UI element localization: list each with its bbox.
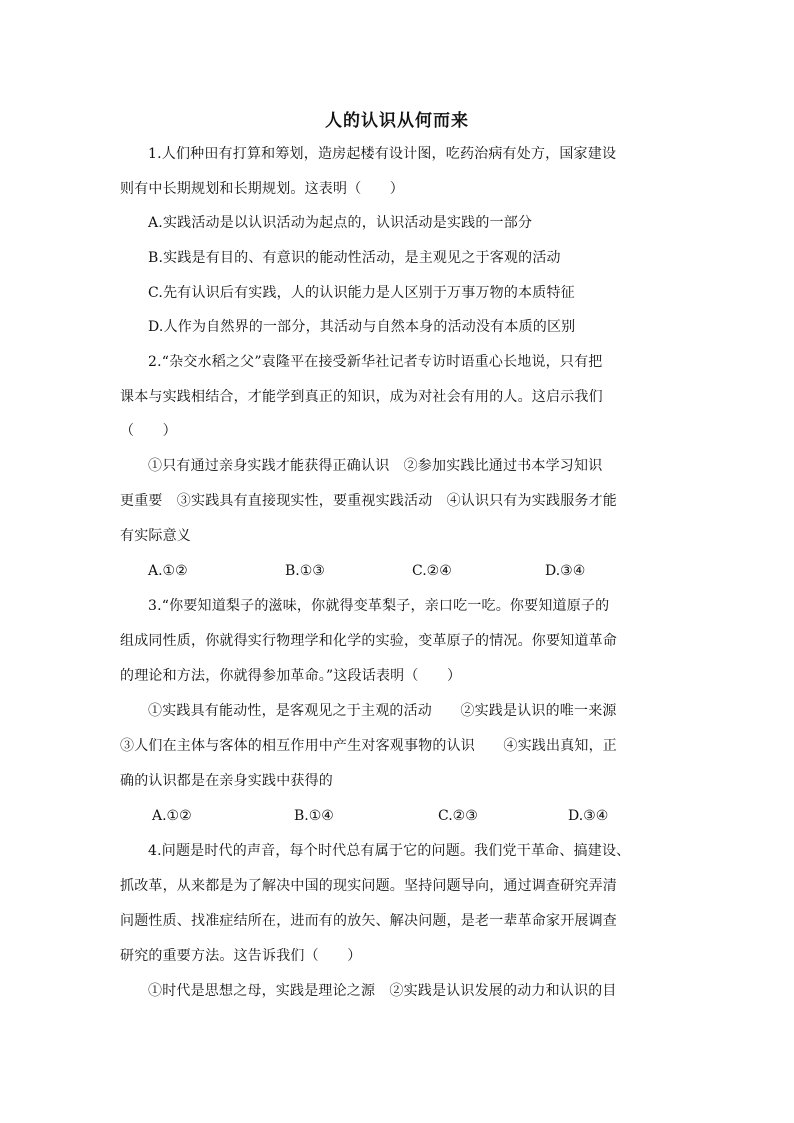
q3-statement-line-1: ①实践具有能动性，是客观见之于主观的活动 ②实践是认识的唯一来源 [148,703,617,719]
q4-statement-line-1: ①时代是思想之母，实践是理论之源 ②实践是认识发展的动力和认识的目 [148,983,617,999]
q2-option-b: B.①③ [285,563,325,579]
q1-option-a: A.实践活动是以认识活动为起点的，认识活动是实践的一部分 [148,215,533,231]
q3-stem-line-2: 组成同性质，你就得实行物理学和化学的实验，变革原子的情况。你要知道革命 [120,633,617,649]
q3-stem-line-1: 3.“你要知道梨子的滋味，你就得变革梨子，亲口吃一吃。你要知道原子的 [148,598,610,614]
q4-stem-line-2: 抓改革，从来都是为了解决中国的现实问题。坚持问题导向，通过调查研究弄清 [120,878,617,894]
q2-stem-line-1: 2.“杂交水稻之父”袁隆平在接受新华社记者专访时语重心长地说，只有把 [148,354,603,370]
q1-stem-line-1: 1.人们种田有打算和筹划，造房起楼有设计图，吃药治病有处方，国家建设 [148,146,617,162]
q3-statement-line-3: 确的认识都是在亲身实践中获得的 [120,773,333,789]
q2-option-a: A.①② [148,563,188,579]
q4-stem-line-4: 研究的重要方法。这告诉我们（ ） [120,948,362,964]
q2-option-c: C.②④ [412,563,452,579]
q2-statement-line-1: ①只有通过亲身实践才能获得正确认识 ②参加实践比通过书本学习知识 [148,458,603,474]
q2-stem-line-2: 课本与实践相结合，才能学到真正的知识，成为对社会有用的人。这启示我们 [120,389,603,405]
q3-option-d: D.③④ [568,808,609,824]
q3-stem-line-3: 的理论和方法，你就得参加革命。”这段话表明（ ） [120,668,462,684]
q4-stem-line-1: 4.问题是时代的声音，每个时代总有属于它的问题。我们党干革命、搞建设、 [148,843,631,859]
q2-statement-line-2: 更重要 ③实践具有直接现实性，要重视实践活动 ④认识只有为实践服务才能 [120,493,617,509]
q2-statement-line-3: 有实际意义 [120,528,191,544]
q1-option-d: D.人作为自然界的一部分，其活动与自然本身的活动没有本质的区别 [148,319,576,335]
q1-stem-line-2: 则有中长期规划和长期规划。这表明（ ） [120,181,404,197]
q4-stem-line-3: 问题性质、找准症结所在，进而有的放矢、解决问题，是老一辈革命家开展调查 [120,913,617,929]
q3-option-b: B.①④ [294,808,334,824]
q2-stem-line-3: （ ） [120,423,177,439]
q1-option-c: C.先有认识后有实践，人的认识能力是人区别于万事万物的本质特征 [148,285,575,301]
q1-option-b: B.实践是有目的、有意识的能动性活动，是主观见之于客观的活动 [148,250,561,266]
q3-option-a: A.①② [152,808,192,824]
page-title: 人的认识从何而来 [325,111,469,131]
q3-option-c: C.②③ [438,808,478,824]
q3-statement-line-2: ③人们在主体与客体的相互作用中产生对客观事物的认识 ④实践出真知，正 [120,738,617,754]
q2-option-d: D.③④ [545,563,586,579]
